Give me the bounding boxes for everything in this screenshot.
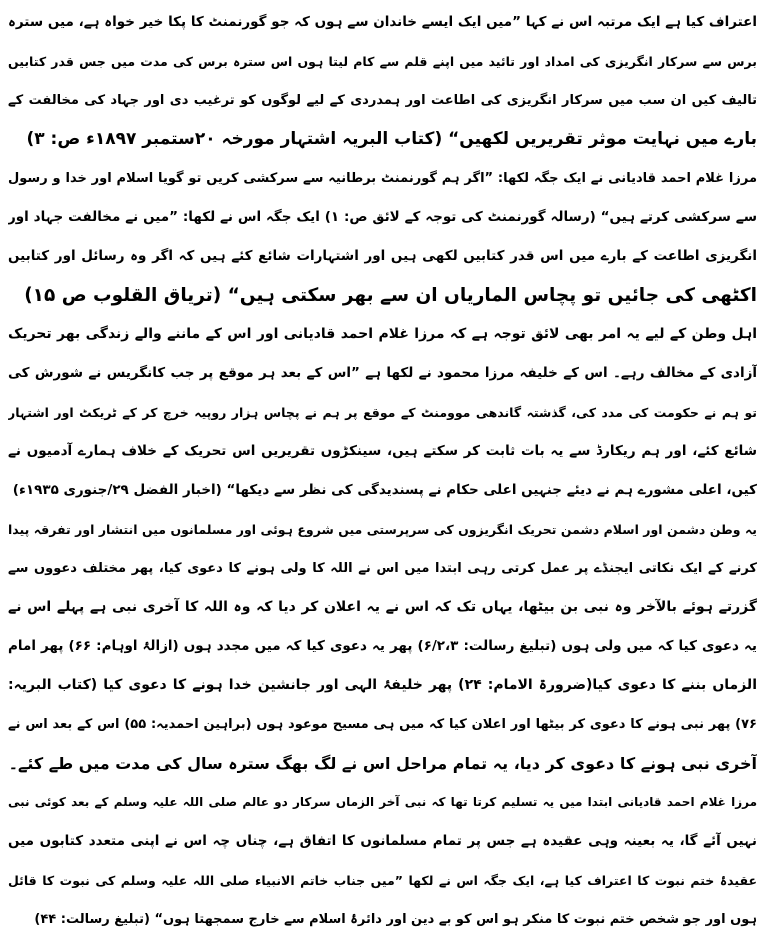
- paragraph: [8, 3, 757, 159]
- text-line: تالیف کیں ان سب میں سرکار انگریزی کی اطاعت اور ہمدردی کے لیے لوگوں کو ترغیب دی اور جہاد کی مخالفت کے: [8, 93, 757, 108]
- text-line: مرزا غلام احمد قادیانی نے ایک جگہ لکھا: ”اگر ہم گورنمنٹ برطانیہ سے سرکشی کریں تو گویا اسلام اور خدا و رسول: [8, 171, 757, 186]
- paragraph: [8, 159, 757, 315]
- text-line: انگریزی اطاعت کے بارے میں اس قدر کتابیں لکھی ہیں اور اشتہارات شائع کئے ہیں کہ اگر وہ رسائل اور کتابیں: [8, 248, 757, 264]
- text-line: سے سرکشی کرتے ہیں“ (رسالہ گورنمنٹ کی توجہ کے لائق ص: ۱) ایک جگہ اس نے لکھا: ”میں نے مخالفت جہاد اور: [8, 209, 757, 225]
- text-line: اہل وطن کے لیے یہ امر بھی لائق توجہ ہے کہ مرزا غلام احمد قادیانی اور اس کے ماننے والے زندگی بھر تحریک: [8, 326, 757, 342]
- paragraph: [8, 315, 757, 510]
- text-line: کیں، اعلی مشورے ہم نے دیئے جنہیں اعلی حکام نے پسندیدگی کی نظر سے دیکھا“ (اخبار الفضل ۲۹/جنوری ۱۹۳۵ء): [12, 482, 757, 498]
- text-line: گزرتے ہوئے بالآخر وہ نبی بن بیٹھا، یہاں تک کہ اس نے یہ اعلان کر دیا کہ وہ اللہ کا آخری نبی ہے پہلے اس نے: [8, 599, 757, 615]
- text-line: شائع کئے، اور ہم ریکارڈ سے یہ بات ثابت کر سکتے ہیں، سینکڑوں تقریریں اس تحریک کے خلاف ہمارے آدمیوں نے: [8, 443, 757, 459]
- text-line: اعتراف کیا ہے ایک مرتبہ اس نے کہا ”میں ایک ایسے خاندان سے ہوں کہ جو گورنمنٹ کا پکا خیر خواہ ہے، میں سترہ: [8, 14, 757, 30]
- text-line: عقیدۂ ختم نبوت کا اعتراف کیا ہے، ایک جگہ اس نے لکھا ”میں جناب خاتم الانبیاء صلی اللہ علیہ وسلم کی نبوت کا قائل: [8, 873, 757, 888]
- text-line: ۷۶) پھر نبی ہونے کا دعوی کر بیٹھا اور اعلان کیا کہ میں ہی مسیح موعود ہوں (براہین احمدیہ: ۵۵) اس کے بعد اس نے: [8, 717, 757, 732]
- paragraph: [8, 510, 757, 783]
- text-line: اکٹھی کی جائیں تو پچاس الماریاں ان سے بھر سکتی ہیں“ (تریاق القلوب ص ۱۵): [24, 285, 757, 306]
- text-line: نہیں آئے گا، یہ بعینہ وہی عقیدہ ہے جس پر تمام مسلمانوں کا اتفاق ہے، چناں چہ اس نے اپنی متعدد کتابوں میں: [8, 833, 757, 849]
- text-line: برس سے سرکار انگریزی کی امداد اور تائید میں اپنے قلم سے کام لیتا ہوں اس سترہ برس کی مدت میں جس قدر کتابیں: [8, 54, 757, 69]
- text-line: الزماں بننے کا دعوی کیا(ضرورۃ الامام: ۲۴) پھر خلیفۂ الہی اور جانشین خدا ہونے کا دعوی کیا (کتاب البریہ:: [8, 677, 757, 693]
- text-line: ہوں اور جو شخص ختم نبوت کا منکر ہو اس کو بے دین اور دائرۂ اسلام سے خارج سمجھتا ہوں“ (تبلیغ رسالت: ۴۴): [34, 912, 757, 927]
- text-line: یہ وطن دشمن اور اسلام دشمن تحریک انگریزوں کی سرپرستی میں شروع ہوئی اور مسلمانوں میں انتشار اور تفرقہ پیدا: [8, 522, 757, 537]
- text-line: تو ہم نے حکومت کی مدد کی، گذشتہ گاندھی موومنٹ کے موقع پر ہم نے پچاس ہزار روپیہ خرچ کر کے ٹریکٹ اور اشتہار: [8, 405, 757, 420]
- text-line: مرزا غلام احمد قادیانی ابتدا میں یہ تسلیم کرتا تھا کہ نبی آخر الزماں سرکار دو عالم صلی اللہ علیہ وسلم کے بعد کوئی نبی: [8, 795, 757, 809]
- text-line: آزادی کے مخالف رہے۔ اس کے خلیفہ مرزا محمود نے لکھا ہے ”اس کے بعد ہر موقع پر جب کانگریس نے شورش کی: [8, 365, 757, 381]
- text-line: آخری نبی ہونے کا دعوی کر دیا، یہ تمام مراحل اس نے لگ بھگ سترہ سال کی مدت میں طے کئے۔: [8, 754, 757, 773]
- text-line: یہ دعوی کیا کہ میں ولی ہوں (تبلیغ رسالت: ۶/۲،۳) پھر یہ دعوی کیا کہ میں مجدد ہوں (ازالۂ اوہام: ۶۶) پھر امام: [8, 638, 757, 654]
- paragraph: [8, 783, 757, 939]
- text-line: کرنے کے ایک نکاتی ایجنڈے پر عمل کرتی رہی ابتدا میں اس نے اللہ کا ولی ہونے کا دعوی کیا، پھر مختلف دعووں سے: [8, 561, 757, 576]
- text-line: بارے میں نہایت موثر تقریریں لکھیں“ (کتاب البریہ اشتہار مورخہ ۲۰ستمبر ۱۸۹۷ء ص: ۳): [26, 129, 757, 149]
